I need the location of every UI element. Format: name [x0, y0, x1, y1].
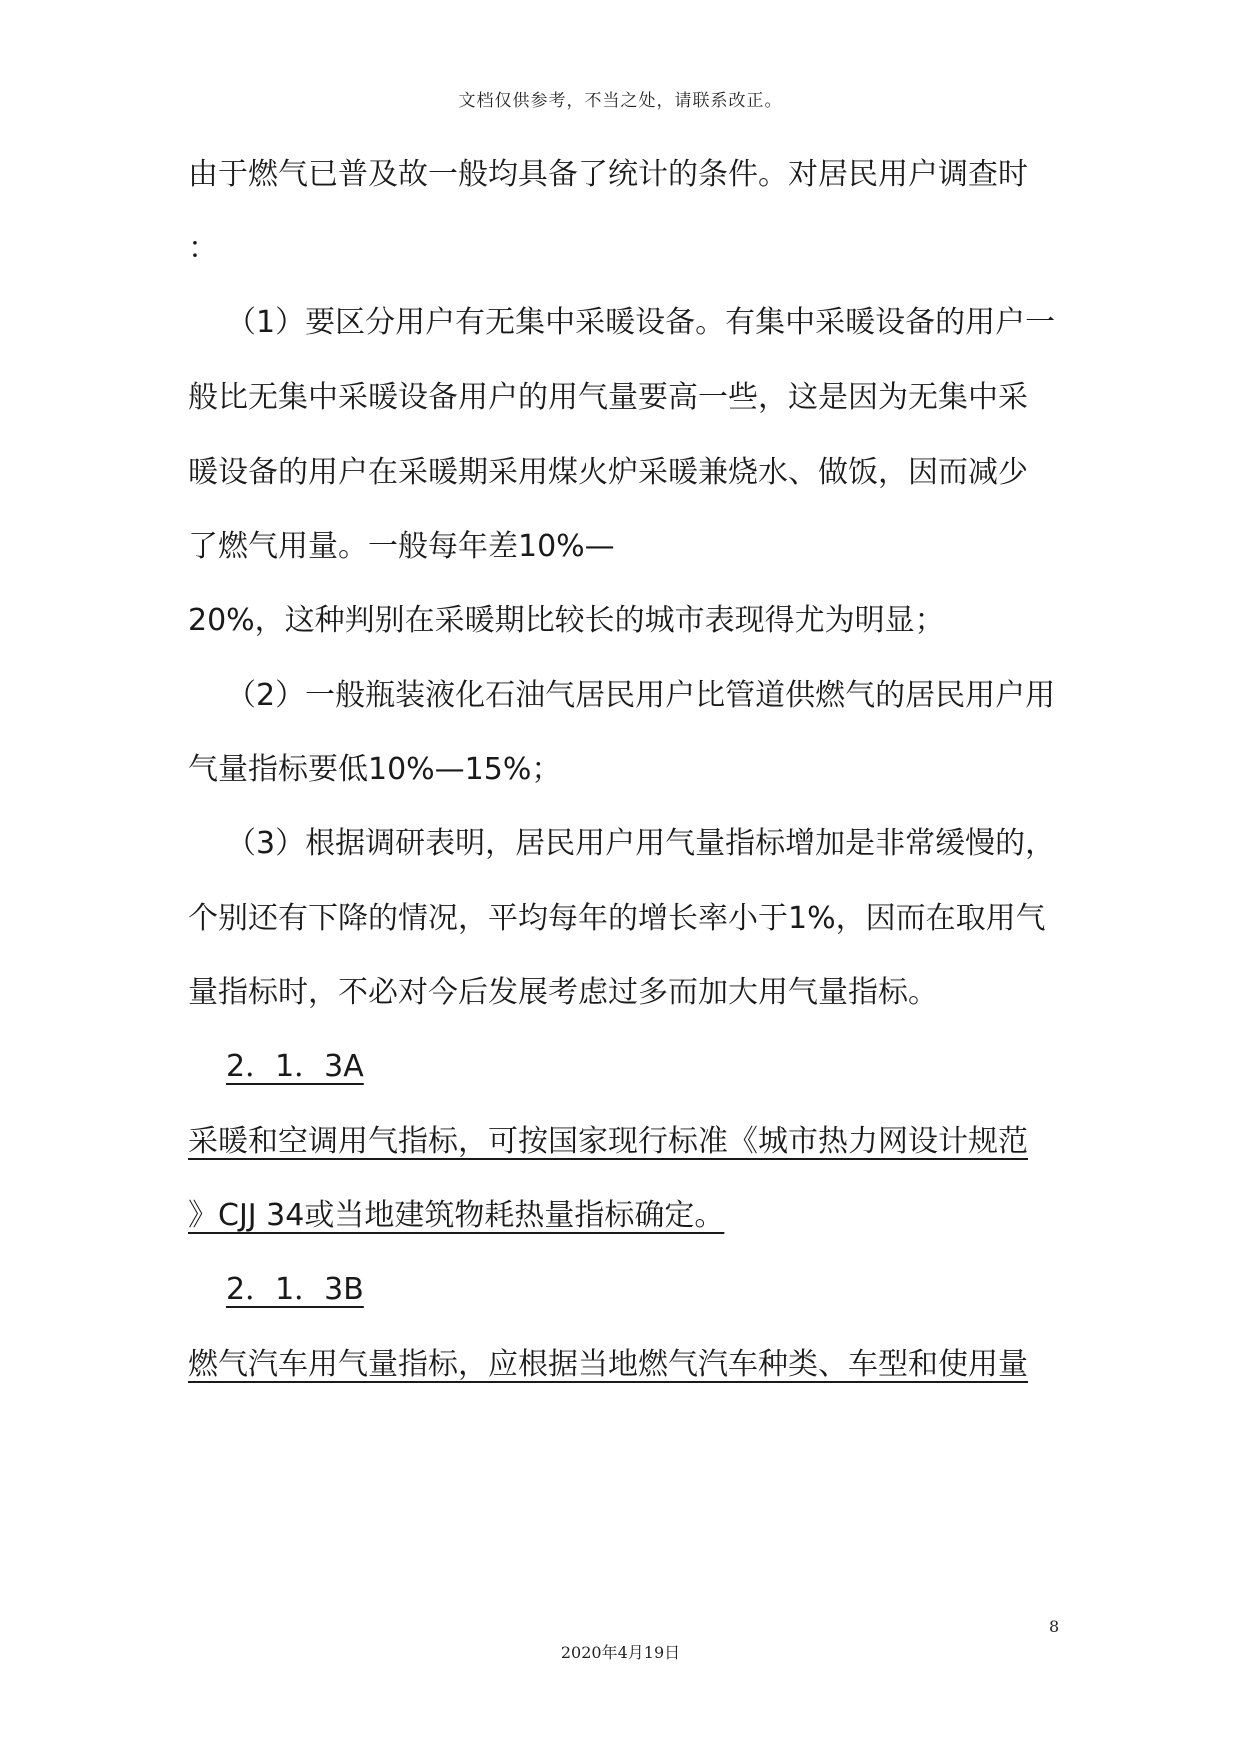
body-line: 般比无集中采暖设备用户的用气量要高一些，这是因为无集中采 — [188, 380, 1028, 415]
section-number-2-1-3a: 2．1．3A — [226, 1049, 364, 1084]
page-footer-date: 2020年4月19日 — [560, 1643, 681, 1662]
body-line: （2）一般瓶装液化石油气居民用户比管道供燃气的居民用户用 — [226, 678, 1056, 713]
body-line: 气量指标要低10%—15%； — [188, 752, 562, 787]
page-header-disclaimer: 文档仅供参考，不当之处，请联系改正。 — [458, 91, 783, 111]
body-line: （1）要区分用户有无集中采暖设备。有集中采暖设备的用户一 — [226, 305, 1056, 340]
body-line-underlined: 燃气汽车用气量指标，应根据当地燃气汽车种类、车型和使用量 — [188, 1347, 1028, 1382]
body-line: 20%，这种判别在采暖期比较长的城市表现得尤为明显； — [188, 603, 945, 638]
page-number: 8 — [1049, 1617, 1060, 1636]
body-line: （3）根据调研表明，居民用户用气量指标增加是非常缓慢的， — [226, 826, 1056, 861]
body-line: 个别还有下降的情况，平均每年的增长率小于1%，因而在取用气 — [188, 901, 1046, 936]
body-line: 由于燃气已普及故一般均具备了统计的条件。对居民用户调查时 — [188, 157, 1028, 192]
body-line: 量指标时，不必对今后发展考虑过多而加大用气量指标。 — [188, 975, 938, 1010]
body-line: ： — [188, 231, 218, 266]
body-line-underlined: 》CJJ 34或当地建筑物耗热量指标确定。 — [188, 1198, 725, 1233]
body-line-underlined: 采暖和空调用气指标，可按国家现行标准《城市热力网设计规范 — [188, 1124, 1028, 1159]
body-line: 暖设备的用户在采暖期采用煤火炉采暖兼烧水、做饭，因而减少 — [188, 455, 1028, 490]
section-number-2-1-3b: 2．1．3B — [226, 1272, 364, 1307]
body-line: 了燃气用量。一般每年差10%— — [188, 529, 615, 564]
